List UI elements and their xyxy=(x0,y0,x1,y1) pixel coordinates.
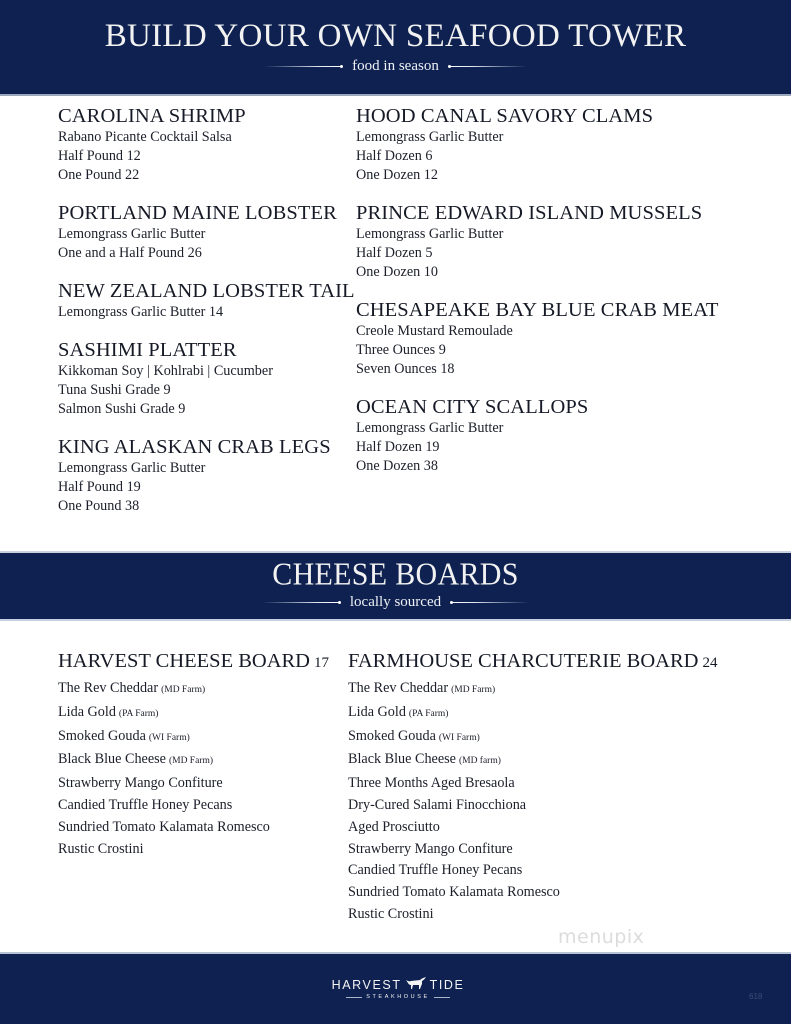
board-item xyxy=(348,860,717,882)
board-item xyxy=(348,904,717,926)
item-price-line: One Dozen 12 xyxy=(356,167,438,183)
board-item-text: Smoked Gouda xyxy=(58,727,146,744)
decorative-rule-left xyxy=(346,997,362,998)
board-item-text: Rustic Crostini xyxy=(348,905,434,922)
item-price-line: Half Dozen 5 xyxy=(356,245,433,261)
board-item-text: Rustic Crostini xyxy=(58,840,144,857)
menu-item xyxy=(58,338,355,419)
board-item-text: Black Blue Cheese xyxy=(348,751,456,768)
board-title xyxy=(58,649,329,675)
board-item-text: Strawberry Mango Confiture xyxy=(348,840,513,857)
seafood-tagline: food in season xyxy=(352,58,439,74)
farm-note: (WI Farm) xyxy=(148,732,190,743)
item-price-line: One and a Half Pound 26 xyxy=(58,245,202,261)
board-item xyxy=(348,702,717,726)
farm-note: (MD Farm) xyxy=(168,756,214,767)
cheese-tagline: locally sourced xyxy=(349,594,442,610)
item-price-line: Half Dozen 6 xyxy=(356,148,433,164)
item-price-line: One Dozen 38 xyxy=(356,458,438,474)
menu-item xyxy=(356,395,718,476)
logo-subtitle: STEAKHOUSE xyxy=(366,994,430,1000)
item-price-line: Salmon Sushi Grade 9 xyxy=(58,401,186,417)
board-item xyxy=(58,839,329,861)
item-name: HOOD CANAL SAVORY CLAMS xyxy=(356,105,654,127)
item-price-line: One Dozen 10 xyxy=(356,264,438,280)
item-name: KING ALASKAN CRAB LEGS xyxy=(58,436,331,458)
logo-subtitle-row xyxy=(333,994,463,1000)
item-description: Creole Mustard Remoulade xyxy=(356,323,513,339)
farm-note: (MD Farm) xyxy=(161,685,206,695)
farm-note: (PA Farm) xyxy=(118,708,159,719)
menu-item xyxy=(58,279,355,322)
decorative-rule-right xyxy=(449,66,527,67)
board-item xyxy=(348,795,717,817)
board-item-text: Sundried Tomato Kalamata Romesco xyxy=(58,818,270,835)
menu-item xyxy=(356,104,718,185)
item-description: Lemongrass Garlic Butter xyxy=(58,460,206,476)
item-name: CHESAPEAKE BAY BLUE CRAB MEAT xyxy=(356,299,719,321)
board-price: 24 xyxy=(702,655,718,671)
menu-item xyxy=(356,201,718,282)
menupix-watermark: menupix xyxy=(558,926,645,948)
farm-note: (MD Farm) xyxy=(451,685,496,695)
cheese-boards-banner xyxy=(0,551,791,621)
board-name: FARMHOUSE CHARCUTERIE BOARD xyxy=(348,650,699,672)
decorative-rule-right xyxy=(434,997,450,998)
longhorn-steer-icon xyxy=(405,976,427,993)
item-price-line: Half Pound 19 xyxy=(58,479,141,495)
board-item-text: The Rev Cheddar xyxy=(58,680,159,696)
farm-note: (MD farm) xyxy=(458,756,501,767)
item-price-line: Half Pound 12 xyxy=(58,148,141,164)
logo-wordmark xyxy=(333,976,463,993)
board-item xyxy=(348,773,717,795)
harvest-tide-logo xyxy=(333,976,463,1000)
item-description: Rabano Picante Cocktail Salsa xyxy=(58,129,232,145)
board-item xyxy=(58,773,329,795)
item-description: Kikkoman Soy | Kohlrabi | Cucumber xyxy=(58,363,273,379)
logo-left-word: HARVEST xyxy=(331,977,402,992)
decorative-rule-right xyxy=(451,602,529,603)
board-item xyxy=(58,795,329,817)
item-name: PRINCE EDWARD ISLAND MUSSELS xyxy=(356,202,703,224)
cheese-tagline-row xyxy=(0,594,791,611)
menu-item xyxy=(356,298,718,379)
item-price-line: Three Ounces 9 xyxy=(356,342,446,358)
item-name: CAROLINA SHRIMP xyxy=(58,105,246,127)
farm-note: (WI Farm) xyxy=(438,732,480,743)
seafood-right-column xyxy=(356,104,718,492)
item-price-line: One Pound 22 xyxy=(58,167,140,183)
item-description: Lemongrass Garlic Butter xyxy=(356,420,504,436)
board-item xyxy=(348,882,717,904)
item-price-line: Half Dozen 19 xyxy=(356,439,440,455)
board-item xyxy=(348,726,717,750)
menu-item xyxy=(58,435,355,516)
board-title xyxy=(348,649,717,675)
board-item xyxy=(58,702,329,726)
board-item-text: Sundried Tomato Kalamata Romesco xyxy=(348,884,560,901)
board-item-text: Lida Gold xyxy=(58,703,116,720)
board-item-text: Lida Gold xyxy=(348,703,406,720)
item-price-line: Lemongrass Garlic Butter 14 xyxy=(58,304,224,320)
item-price-line: One Pound 38 xyxy=(58,498,140,514)
farm-note: (PA Farm) xyxy=(408,708,449,719)
item-name: PORTLAND MAINE LOBSTER xyxy=(58,202,337,224)
decorative-rule-left xyxy=(264,66,342,67)
board-item xyxy=(348,678,717,702)
seafood-tower-title: BUILD YOUR OWN SEAFOOD TOWER xyxy=(104,18,687,54)
board-item xyxy=(58,678,329,702)
board-price: 17 xyxy=(313,655,329,671)
logo-right-word: TIDE xyxy=(429,977,465,992)
board-item-text: Three Months Aged Bresaola xyxy=(348,775,515,792)
board-item-text: Candied Truffle Honey Pecans xyxy=(348,862,523,879)
item-description: Lemongrass Garlic Butter xyxy=(356,226,504,242)
board-item xyxy=(348,749,717,773)
menu-item xyxy=(58,201,355,263)
board-item-text: Strawberry Mango Confiture xyxy=(58,775,223,792)
harvest-cheese-board xyxy=(58,649,329,860)
menu-item xyxy=(58,104,355,185)
board-item-text: Black Blue Cheese xyxy=(58,751,166,768)
item-name: SASHIMI PLATTER xyxy=(58,339,237,361)
board-item xyxy=(348,839,717,861)
item-name: OCEAN CITY SCALLOPS xyxy=(356,396,589,418)
seafood-left-column xyxy=(58,104,355,532)
cheese-boards-title: CHEESE BOARDS xyxy=(272,557,519,592)
item-description: Lemongrass Garlic Butter xyxy=(356,129,504,145)
board-item-text: Smoked Gouda xyxy=(348,727,436,744)
decorative-rule-left xyxy=(262,602,340,603)
board-item xyxy=(58,749,329,773)
farmhouse-charcuterie-board xyxy=(348,649,717,926)
board-item-text: Dry-Cured Salami Finocchiona xyxy=(348,796,527,813)
item-price-line: Tuna Sushi Grade 9 xyxy=(58,382,171,398)
item-price-line: Seven Ounces 18 xyxy=(356,361,455,377)
page-number: 618 xyxy=(749,992,763,1001)
board-item-text: The Rev Cheddar xyxy=(348,680,449,696)
board-item xyxy=(58,726,329,750)
seafood-tower-banner xyxy=(0,0,791,96)
board-item xyxy=(348,817,717,839)
seafood-tagline-row xyxy=(0,58,791,75)
board-item xyxy=(58,817,329,839)
board-item-text: Candied Truffle Honey Pecans xyxy=(58,796,233,813)
board-item-text: Aged Prosciutto xyxy=(348,818,440,835)
item-name: NEW ZEALAND LOBSTER TAIL xyxy=(58,280,355,302)
board-name: HARVEST CHEESE BOARD xyxy=(58,650,310,672)
footer-bar xyxy=(0,952,791,1024)
item-description: Lemongrass Garlic Butter xyxy=(58,226,206,242)
